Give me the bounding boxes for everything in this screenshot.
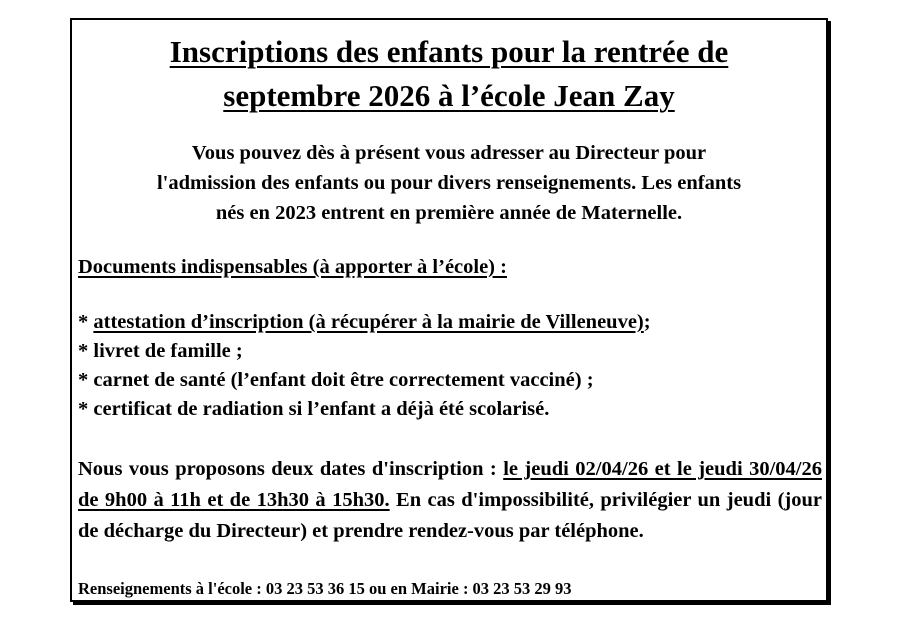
dates-value: le jeudi 02/04/26 et le jeudi 30/04/26 de 9h00 à 11h et de 13h30 à 15h30.	[78, 458, 822, 511]
dates-intro: Nous vous proposons deux dates d'inscription :	[78, 458, 504, 480]
bullet: *	[78, 311, 94, 333]
intro-line-2: l'admission des enfants ou pour divers renseignements. Les enfants	[156, 172, 742, 194]
intro-line-3: nés en 2023 entrent en première année de Maternelle.	[215, 202, 683, 224]
intro-paragraph	[78, 138, 820, 228]
documents-heading: Documents indispensables (à apporter à l’école) :	[78, 256, 507, 278]
list-item	[78, 366, 820, 395]
document-carnet: carnet de santé (l’enfant doit être correctement vacciné) ;	[93, 369, 594, 391]
contact-info: Renseignements à l'école : 03 23 53 36 15 ou en Mairie : 03 23 53 29 93	[78, 579, 572, 598]
title-line-2: septembre 2026 à l’école Jean Zay	[223, 78, 675, 113]
bullet: *	[78, 340, 94, 362]
documents-list	[78, 308, 820, 424]
list-item	[78, 308, 820, 337]
dates-rest: En cas d'impossibilité, privilégier un jeudi (jour de décharge du Directeur) et prendre rendez-vous par téléphone.	[78, 489, 822, 542]
intro-line-1: Vous pouvez dès à présent vous adresser au Directeur pour	[191, 142, 707, 164]
registration-dates-paragraph	[78, 454, 822, 547]
document-attestation: attestation d’inscription (à récupérer à la mairie de Villeneuve)	[93, 311, 644, 333]
bullet: *	[78, 398, 94, 420]
document-attestation-end: ;	[643, 311, 651, 333]
list-item	[78, 395, 820, 424]
list-item	[78, 337, 820, 366]
document-certificat: certificat de radiation si l’enfant a déjà été scolarisé.	[93, 398, 550, 420]
document-livret: livret de famille ;	[93, 340, 243, 362]
title-line-1: Inscriptions des enfants pour la rentrée de	[169, 34, 729, 69]
notice-title	[72, 30, 826, 118]
bullet: *	[78, 369, 94, 391]
notice-frame	[70, 18, 828, 602]
